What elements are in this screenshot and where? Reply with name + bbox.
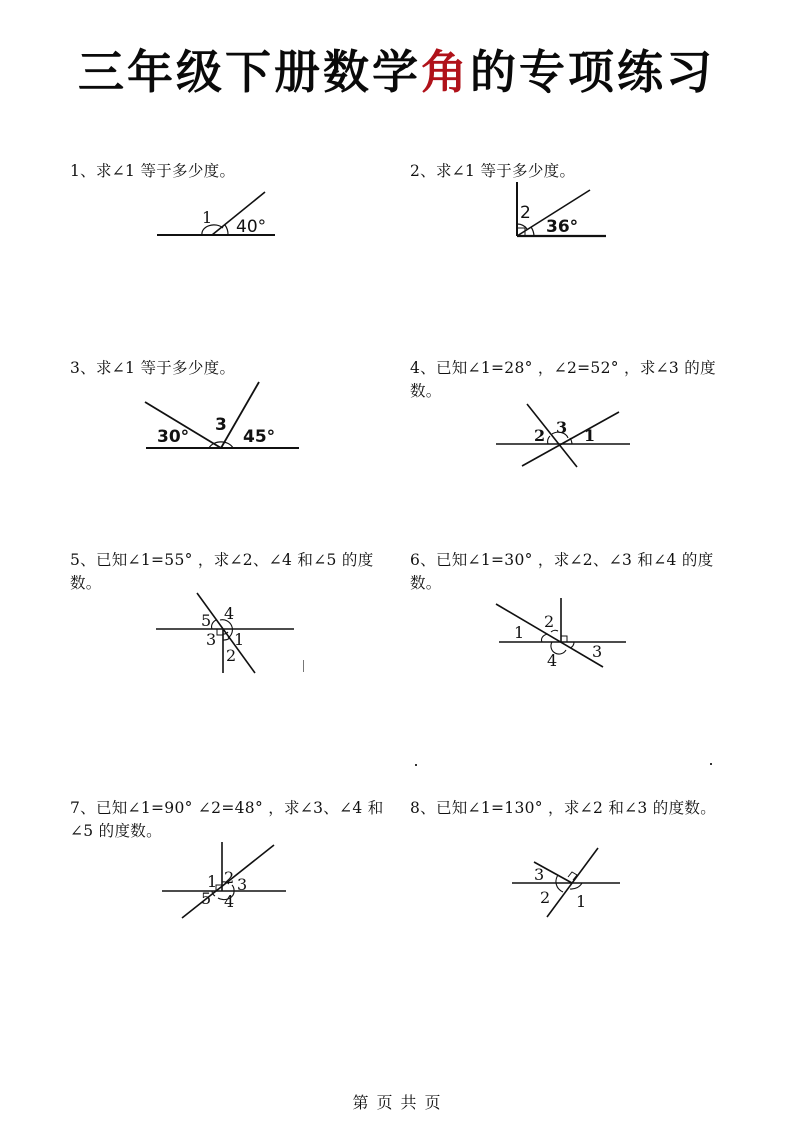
- angle-label-5: 5: [201, 611, 212, 630]
- angle-label-2: 2: [540, 888, 551, 907]
- angle-label-4: 4: [547, 651, 558, 670]
- angle-label-3: 3: [215, 415, 227, 435]
- problem-4: [410, 357, 730, 403]
- problem-3-text: 3、求∠1 等于多少度。: [70, 359, 236, 377]
- angle-label-1: 1: [584, 426, 596, 445]
- angle-label-1: 1: [576, 892, 587, 911]
- problem-2-figure: [510, 180, 610, 244]
- page-footer: [0, 1090, 793, 1113]
- problem-4-text: 4、已知∠1=28° ，∠2=52° ，求∠3 的度数。: [410, 359, 716, 400]
- title-part-2: 的专项练习: [470, 45, 715, 99]
- title-part-1: 三年级下册数学: [78, 45, 421, 99]
- page-title: [0, 42, 793, 102]
- footer-di: 第: [352, 1093, 369, 1112]
- angle-label-3: 3: [556, 418, 568, 437]
- angle-label-1: 1: [207, 872, 218, 891]
- footer-gong: 共: [400, 1093, 417, 1112]
- problem-6-text: 6、已知∠1=30° ，求∠2、∠3 和∠4 的度数。: [410, 551, 714, 592]
- problem-1: [70, 160, 390, 183]
- angle-label-2: 2: [226, 646, 237, 665]
- scan-mark: [303, 660, 304, 672]
- problem-8: [410, 797, 730, 820]
- problem-5-figure: [154, 590, 299, 684]
- angle-label-30: 30°: [157, 427, 190, 447]
- angle-label-3: 3: [206, 630, 217, 649]
- problem-6: [410, 549, 730, 595]
- footer-ye: 页: [376, 1093, 393, 1112]
- angle-label-4: 4: [224, 604, 235, 623]
- problem-5: [70, 549, 390, 595]
- angle-label-2: 2: [544, 612, 555, 631]
- problem-7: [70, 797, 390, 843]
- problem-7-figure: [160, 838, 290, 924]
- title-accent-char: 角: [421, 45, 470, 99]
- problem-3: [70, 357, 390, 380]
- scan-mark: [415, 764, 417, 766]
- angle-label-5: 5: [201, 889, 212, 908]
- problem-4-figure: [492, 400, 632, 474]
- angle-label-45: 45°: [243, 427, 276, 447]
- angle-label-3: 3: [592, 642, 603, 661]
- angle-label-1: 1: [514, 623, 525, 642]
- problem-7-text: 7、已知∠1=90° ∠2=48° ，求∠3、∠4 和∠5 的度数。: [70, 799, 384, 840]
- angle-label-2: 2: [224, 868, 235, 887]
- angle-label-2: 2: [534, 426, 546, 445]
- angle-label-3: 3: [534, 865, 545, 884]
- angle-label-2: 2: [520, 203, 531, 223]
- problem-3-figure: [143, 380, 303, 456]
- angle-label-3: 3: [237, 875, 248, 894]
- problem-2-text: 2、求∠1 等于多少度。: [410, 162, 576, 180]
- angle-label-1: 1: [202, 208, 213, 227]
- problem-6-figure: [496, 595, 631, 674]
- angle-label-36: 36°: [546, 217, 579, 237]
- angle-label-4: 4: [224, 892, 235, 911]
- problem-8-text: 8、已知∠1=130° ，求∠2 和∠3 的度数。: [410, 799, 717, 817]
- scan-mark: [710, 763, 712, 765]
- problem-5-text: 5、已知∠1=55° ，求∠2、∠4 和∠5 的度数。: [70, 551, 374, 592]
- angle-label-1: 1: [234, 630, 245, 649]
- footer-ye-total: 页: [424, 1093, 441, 1112]
- problem-1-figure: [155, 188, 280, 247]
- problem-8-figure: [510, 845, 625, 924]
- angle-label-40: 40°: [236, 217, 267, 237]
- problem-1-text: 1、求∠1 等于多少度。: [70, 162, 236, 180]
